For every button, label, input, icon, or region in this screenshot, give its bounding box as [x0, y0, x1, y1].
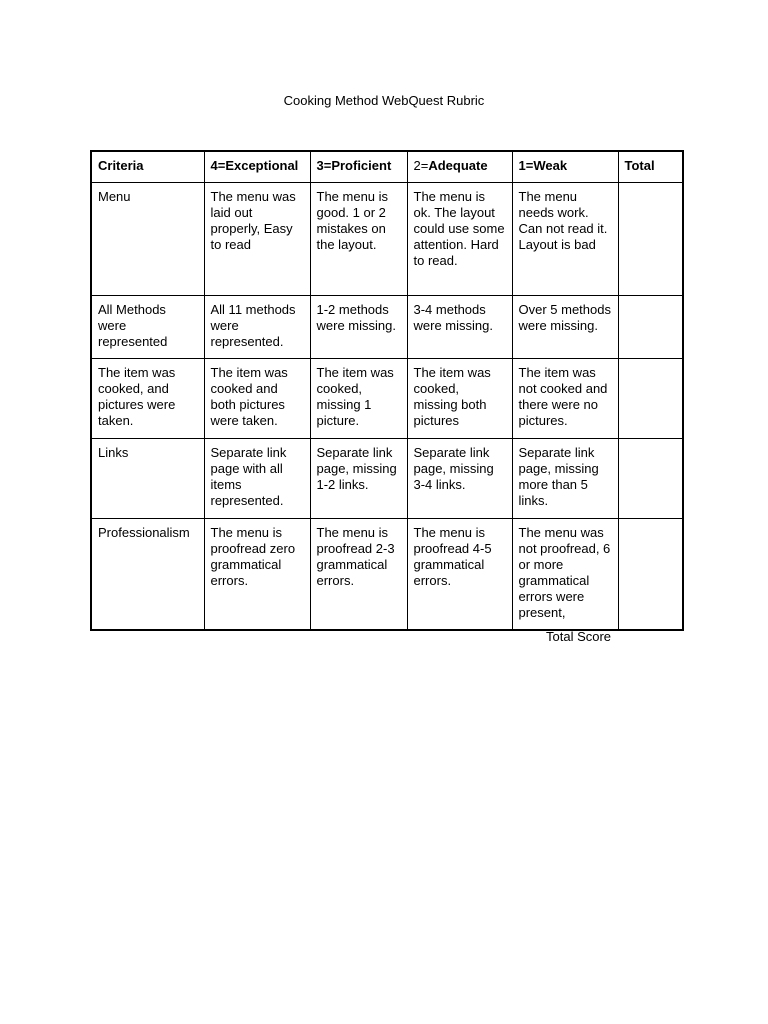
cell-weak: The item was not cooked and there were no pictures.: [512, 359, 618, 439]
cell-exceptional: The menu is proofread zero grammatical errors.: [204, 519, 310, 630]
cell-adequate: The menu is ok. The layout could use some attention. Hard to read.: [407, 183, 512, 296]
cell-exceptional: The menu was laid out properly, Easy to read: [204, 183, 310, 296]
cell-proficient: 1-2 methods were missing.: [310, 296, 407, 359]
cell-exceptional: Separate link page with all items represented.: [204, 439, 310, 519]
cell-exceptional: The item was cooked and both pictures were taken.: [204, 359, 310, 439]
cell-criteria: Links: [91, 439, 204, 519]
table-row: [91, 519, 683, 630]
cell-proficient: The menu is good. 1 or 2 mistakes on the layout.: [310, 183, 407, 296]
cell-adequate: The item was cooked, missing both pictures: [407, 359, 512, 439]
header-proficient: 3=Proficient: [310, 151, 407, 183]
cell-weak: The menu needs work. Can not read it. Layout is bad: [512, 183, 618, 296]
cell-total: [618, 439, 683, 519]
cell-criteria: All Methods were represented: [91, 296, 204, 359]
table-row: [91, 183, 683, 296]
cell-criteria: Menu: [91, 183, 204, 296]
cell-adequate: Separate link page, missing 3-4 links.: [407, 439, 512, 519]
header-weak: 1=Weak: [512, 151, 618, 183]
cell-adequate: The menu is proofread 4-5 grammatical errors.: [407, 519, 512, 630]
cell-proficient: Separate link page, missing 1-2 links.: [310, 439, 407, 519]
cell-weak: Separate link page, missing more than 5 links.: [512, 439, 618, 519]
cell-total: [618, 183, 683, 296]
cell-weak: Over 5 methods were missing.: [512, 296, 618, 359]
table-row: [91, 296, 683, 359]
header-exceptional: 4=Exceptional: [204, 151, 310, 183]
cell-adequate: 3-4 methods were missing.: [407, 296, 512, 359]
header-total: Total: [618, 151, 683, 183]
cell-criteria: Professionalism: [91, 519, 204, 630]
cell-weak: The menu was not proofread, 6 or more grammatical errors were present,: [512, 519, 618, 630]
cell-criteria: The item was cooked, and pictures were taken.: [91, 359, 204, 439]
rubric-header: [91, 151, 683, 183]
cell-total: [618, 359, 683, 439]
cell-exceptional: All 11 methods were represented.: [204, 296, 310, 359]
document-title: Cooking Method WebQuest Rubric: [283, 93, 485, 108]
cell-proficient: The menu is proofread 2-3 grammatical errors.: [310, 519, 407, 630]
cell-total: [618, 296, 683, 359]
header-adequate: [407, 151, 512, 183]
rubric-body: [91, 183, 683, 630]
total-score-label: Total Score: [546, 629, 612, 644]
table-row: [91, 359, 683, 439]
table-row: [91, 439, 683, 519]
header-row: [91, 151, 683, 183]
header-adequate-label: Adequate: [428, 158, 488, 173]
cell-total: [618, 519, 683, 630]
header-criteria: Criteria: [91, 151, 204, 183]
cell-proficient: The item was cooked, missing 1 picture.: [310, 359, 407, 439]
header-adequate-prefix: 2=: [413, 158, 429, 173]
rubric-table: [90, 150, 684, 631]
